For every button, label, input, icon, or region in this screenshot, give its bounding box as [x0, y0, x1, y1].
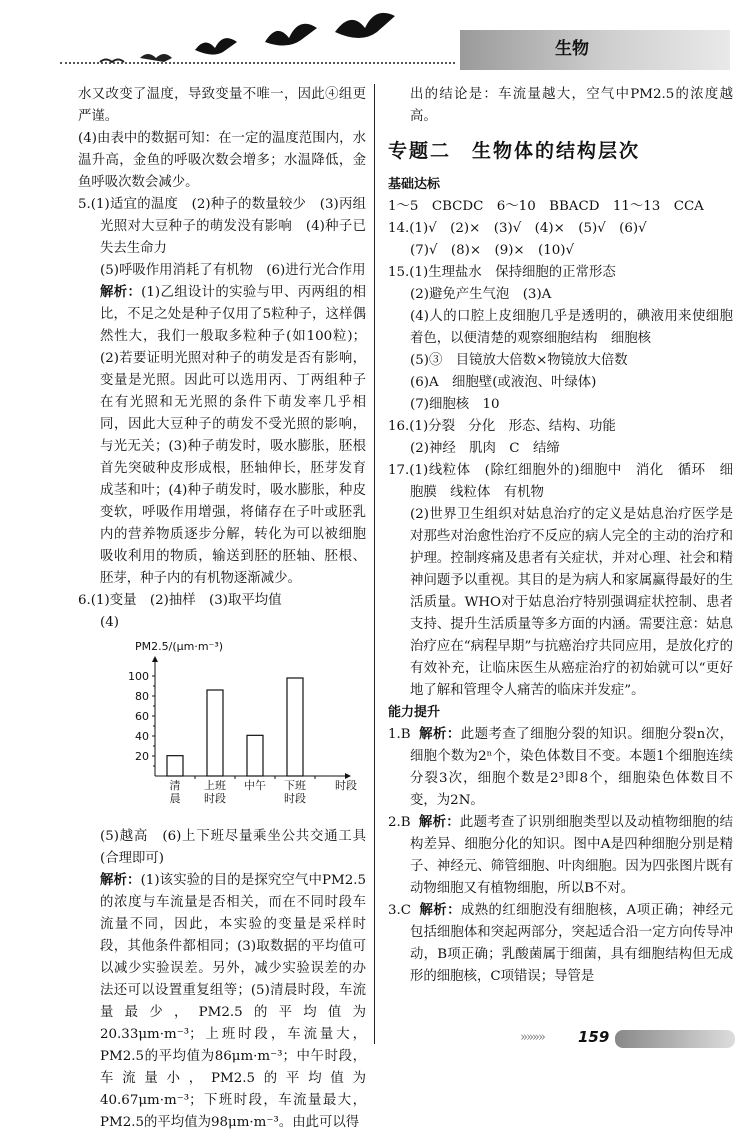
- analysis-label: 解析：: [418, 815, 460, 830]
- left-line-1: 水又改变了温度，导致变量不唯一，因此④组更严谨。: [78, 87, 366, 124]
- advanced-item: [388, 812, 733, 900]
- q5-answer: 5.(1)适宜的温度 (2)种子的数量较少 (3)丙组光照对大豆种子的萌发没有影响 (4)种子已失去生命力: [78, 197, 366, 256]
- footer-arrows-icon: »»»»: [520, 1030, 544, 1045]
- advanced-analysis-text: 此题考查了细胞分裂的知识。细胞分裂n次，细胞个数为2ⁿ个，染色体数目不变。本题1个细胞连续分裂3次，细胞个数是2³即8个，细胞染色体数目不变，为2N。: [410, 727, 734, 808]
- advanced-item: [388, 724, 733, 812]
- advanced-number: 1.B: [388, 727, 411, 742]
- answer-item: (7)细胞核 10: [410, 397, 500, 412]
- advanced-item: [388, 900, 733, 988]
- advanced-number: 3.C: [388, 903, 412, 918]
- x-tick-label: 时段: [284, 792, 306, 805]
- answer-item: 14.(1)√ (2)× (3)√ (4)× (5)√ (6)√: [388, 221, 647, 236]
- y-tick-label: 100: [128, 670, 149, 683]
- basic-section-title: 基础达标: [388, 177, 441, 192]
- y-axis-label: PM2.5/(μm·m⁻³): [135, 640, 224, 653]
- advanced-section-title: 能力提升: [388, 705, 441, 720]
- advanced-number: 2.B: [388, 815, 411, 830]
- x-tick-label: 上班: [204, 779, 226, 792]
- advanced-analysis-text: 此题考查了识别细胞类型以及动植物细胞的结构差异、细胞分化的知识。图中A是四种细胞分别是精子、神经元、筛管细胞、叶肉细胞。因为四张图片既有动物细胞又有植物细胞，所以B不对。: [410, 815, 734, 896]
- analysis-label: 解析：: [418, 727, 461, 742]
- answer-item: (7)√ (8)× (9)× (10)√: [410, 243, 575, 258]
- bar: [247, 735, 263, 776]
- subject-banner: [460, 30, 730, 70]
- y-tick-label: 40: [135, 730, 149, 743]
- subject-title: 生物: [555, 39, 589, 59]
- q6-analysis: [78, 870, 366, 1134]
- advanced-answers: [388, 724, 733, 988]
- q5-answer-2: (5)呼吸作用消耗了有机物 (6)进行光合作用: [100, 263, 366, 278]
- x-tick-label: 清: [169, 779, 181, 792]
- left-line-2: (4)由表中的数据可知：在一定的温度范围内，水温升高，金鱼的呼吸次数会增多；水温降低，金鱼呼吸次数会减少。: [78, 131, 366, 190]
- pm25-chart: [78, 636, 366, 824]
- answer-item: 15.(1)生理盐水 保持细胞的正常形态: [388, 265, 616, 280]
- answer-item: (2)神经 肌肉 C 结缔: [410, 441, 560, 456]
- bar: [207, 690, 223, 776]
- answer-item: (6)A 细胞壁(或液泡、叶绿体): [410, 375, 597, 390]
- x-tick-label: 下班: [284, 779, 306, 792]
- q5-analysis: [78, 282, 366, 590]
- answer-item: (2)避免产生气泡 (3)A: [410, 287, 552, 302]
- page-header: [0, 0, 750, 80]
- analysis-label: 解析：: [100, 285, 142, 300]
- footer-bar: [615, 1030, 735, 1048]
- basic-answers: [388, 196, 733, 702]
- header-dotted-line: [60, 62, 455, 64]
- page-number: 159: [578, 1028, 610, 1046]
- column-divider: [374, 84, 375, 1044]
- y-tick-label: 80: [135, 690, 149, 703]
- answer-item: 1～5 CBCDC 6～10 BBACD 11～13 CCA: [388, 199, 704, 214]
- analysis-label: 解析：: [419, 903, 461, 918]
- answer-item: (4)人的口腔上皮细胞几乎是透明的，碘液用来使细胞着色，以便清楚的观察细胞结构 细胞核: [410, 309, 733, 346]
- answer-item: 17.(1)线粒体 (除红细胞外的)细胞中 消化 循环 细胞膜 线粒体 有机物: [388, 463, 733, 500]
- x-tick-label: 中午: [244, 779, 266, 792]
- right-column: [388, 84, 733, 988]
- answer-item: (2)世界卫生组织对姑息治疗的定义是姑息治疗医学是对那些对治愈性治疗不反应的病人完全的主动的治疗和护理。控制疼痛及患者有关症状，并对心理、社会和精神问题予以重视。其目的是为病人和家属赢得最好的生活质量。WHO对于姑息治疗特别强调症状控制、患者支持、提升生活质量等多方面的内涵。需要注意：姑息治疗应在“病程早期”与抗癌治疗共同应用，是放化疗的有效补充，让临床医生从癌症治疗的初始就可以“更好地了解和管理令人痛苦的临床并发症”。: [410, 507, 733, 698]
- answer-item: 16.(1)分裂 分化 形态、结构、功能: [388, 419, 616, 434]
- answer-item: (5)③ 目镜放大倍数×物镜放大倍数: [410, 353, 628, 368]
- q5-analysis-text: (1)乙组设计的实验与甲、丙两组的相比，不足之处是种子仅用了5粒种子，这样偶然性大，我们一般取多粒种子(如100粒)；(2)若要证明光照对种子的萌发是否有影响，变量是光照。因此可以选用丙、丁两组种子在有光照和无光照的条件下萌发率几乎相同，因此大豆种子的萌发不受光照的影响，与光无关；(3)种子萌发时，吸水膨胀，胚根首先突破种皮形成根，胚轴伸长，胚芽发育成茎和叶；(4)种子萌发时，吸水膨胀，种皮变软，呼吸作用增强，将储存在子叶或胚乳内的营养物质逐步分解，转化为可以被细胞吸收利用的物质，输送到胚的胚轴、胚根、胚芽，种子内的有机物逐渐减少。: [100, 285, 366, 586]
- q6-answer-5: (5)越高 (6)上下班尽量乘坐公共交通工具(合理即可): [100, 829, 366, 866]
- q6-analysis-text: (1)该实验的目的是探究空气中PM2.5的浓度与车流量是否相关，而在不同时段车流量不同，因此，本实验的变量是采样时段，其他条件都相同；(3)取数据的平均值可以减少实验误差。另外，减少实验误差的办法还可以设置重复组等；(5)清晨时段，车流量最少，PM2.5的平均值为20.33μm·m⁻³；上班时段，车流量大，PM2.5的平均值为86μm·m⁻³；中午时段，车流量小，PM2.5的平均值为40.67μm·m⁻³；下班时段，车流量最大，PM2.5的平均值为98μm·m⁻³。由此可以得: [100, 873, 367, 1130]
- analysis-label: 解析：: [100, 873, 141, 888]
- y-axis-arrow-icon: [152, 656, 158, 662]
- x-tick-label: 时段: [204, 792, 226, 805]
- x-axis-label: 时段: [335, 779, 357, 792]
- left-column: [78, 84, 366, 1134]
- advanced-analysis-text: 成熟的红细胞没有细胞核，A项正确；神经元包括细胞体和突起两部分，突起适合沿一定方向传导冲动，B项正确；乳酸菌属于细菌，具有细胞结构但无成形的细胞核，C项错误；导管是: [410, 903, 733, 984]
- q6-conclusion: 出的结论是：车流量越大，空气中PM2.5的浓度越高。: [410, 87, 733, 124]
- topic-title: 专题二 生物体的结构层次: [388, 140, 641, 162]
- pm25-bar-chart: [100, 636, 357, 816]
- x-tick-label: 晨: [169, 792, 181, 805]
- q6-sub4: (4): [100, 615, 119, 630]
- bar: [287, 678, 303, 776]
- y-tick-label: 60: [135, 710, 149, 723]
- q6-answer: 6.(1)变量 (2)抽样 (3)取平均值: [78, 593, 282, 608]
- y-tick-label: 20: [135, 750, 149, 763]
- bar: [167, 756, 183, 776]
